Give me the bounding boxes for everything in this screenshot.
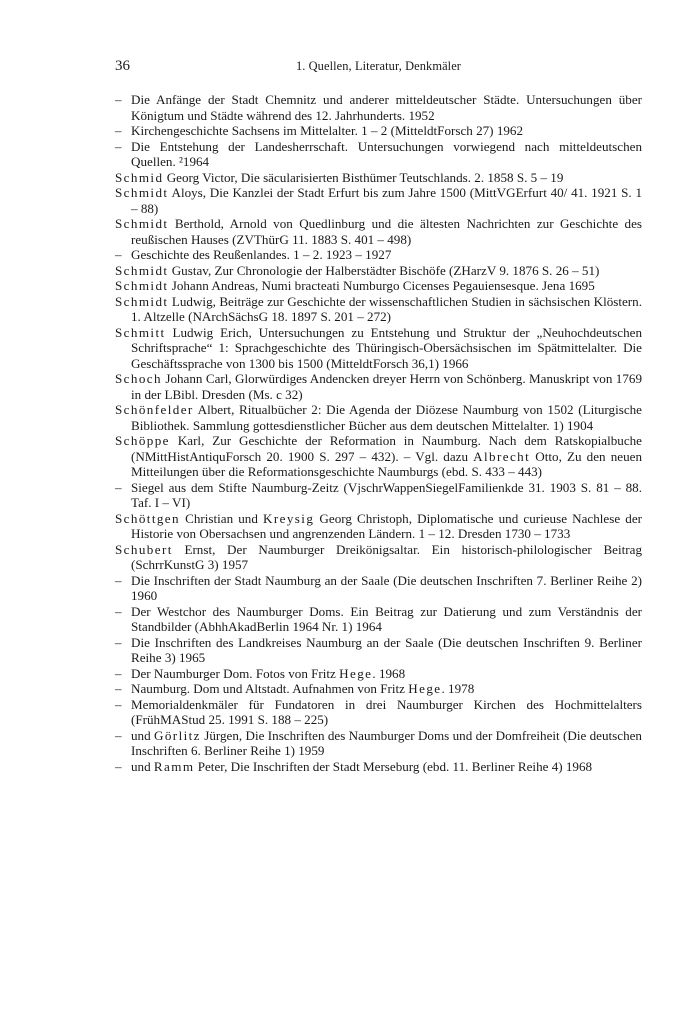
entry-text: Jürgen, Die Inschriften des Naumburger Doms und der Domfreiheit (Die deutschen Inschriften 6. Berliner Reihe 1) 1959 — [131, 727, 642, 758]
author-name: Schmidt — [115, 185, 169, 200]
bibliography-entry — [115, 433, 642, 480]
author-name: Schmidt — [115, 278, 169, 293]
bibliography-entry — [115, 170, 642, 186]
entry-text: Georg Christoph, Diplomatische und curieuse Nachlese der Historie von Obersachsen und angrenzenden Ländern. 1 – 12. Dresden 1730 – 1733 — [131, 510, 642, 541]
entry-text: und — [131, 727, 154, 743]
bibliography-subentry — [115, 697, 642, 728]
book-page — [115, 58, 642, 774]
entry-dash: – — [115, 123, 122, 138]
bibliography-subentry — [115, 247, 642, 263]
entry-text: . 1978 — [441, 681, 475, 696]
entry-text: Albert, Ritualbücher 2: Die Agenda der Diözese Naumburg von 1502 (Liturgische Bibliothek. Sammlung gottesdienstlicher Bücher aus dem deutschen Mittelalter. 1) 1904 — [131, 402, 642, 433]
bibliography-entry — [115, 294, 642, 325]
bibliography-entry — [115, 371, 642, 402]
entry-text: Ludwig, Beiträge zur Geschichte der wissenschaftlichen Studien in sächsischen Klöstern. 1. Altzelle (NArchSächsG 18. 1897 S. 201 – 272) — [131, 293, 642, 324]
bibliography-subentry — [115, 666, 642, 682]
entry-text: Johann Carl, Glorwürdiges Andencken dreyer Herrn von Schönberg. Manuskript von 1769 in der LBibl. Dresden (Ms. c 32) — [131, 371, 642, 402]
entry-text: Georg Victor, Die säcularisierten Bisthümer Teutschlands. 2. 1858 S. 5 – 19 — [163, 169, 564, 185]
author-name: Schöppe — [115, 433, 170, 448]
author-name: Schmidt — [115, 216, 169, 231]
entry-text: Kirchengeschichte Sachsens im Mittelalter. 1 – 2 (MitteldtForsch 27) 1962 — [131, 123, 524, 138]
entry-text: Ernst, Der Naumburger Dreikönigsaltar. Ein historisch-philologischer Beitrag (SchrrKunstG 3) 1957 — [131, 541, 642, 572]
entry-text: Siegel aus dem Stifte Naumburg-Zeitz (VjschrWappenSiegelFamilienkde 31. 1903 S. 81 – 88. Taf. I – VI) — [131, 479, 642, 510]
bibliography-entry — [115, 402, 642, 433]
entry-text: Memorialdenkmäler für Fundatoren in drei Naumburger Kirchen des Hochmittelalters (FrühMAStud 25. 1991 S. 188 – 225) — [131, 696, 642, 727]
bibliography-subentry — [115, 635, 642, 666]
entry-text: Die Entstehung der Landesherrschaft. Untersuchungen vorwiegend nach mitteldeutschen Quellen. ²1964 — [131, 138, 642, 169]
entry-dash: – — [115, 479, 122, 495]
entry-text: Karl, Zur Geschichte der Reformation in Naumburg. Nach dem Ratskopialbuche (NMittHistAntiquForsch 20. 1900 S. 297 – 432). – Vgl. dazu — [131, 433, 642, 464]
entry-dash: – — [115, 92, 122, 107]
bibliography-entry — [115, 185, 642, 216]
entry-dash: – — [115, 634, 122, 650]
entry-text: Otto, Zu den neuen Mitteilungen über die Reformationsgeschichte Naumburgs (ebd. S. 433 – 443) — [131, 448, 642, 479]
bibliography-subentry — [115, 139, 642, 170]
page-number: 36 — [115, 58, 130, 74]
bibliography-entry — [115, 278, 642, 294]
entry-dash: – — [115, 665, 122, 681]
author-name: Kreysig — [263, 510, 315, 526]
bibliography-list — [115, 92, 642, 774]
entry-text: . 1968 — [372, 665, 406, 681]
author-name: Ramm — [153, 758, 195, 774]
entry-text: Aloys, Die Kanzlei der Stadt Erfurt bis zum Jahre 1500 (MittVGErfurt 40/ 41. 1921 S. 1 – 88) — [131, 185, 642, 216]
bibliography-entry — [115, 263, 642, 279]
author-name: Schubert — [115, 541, 173, 557]
author-name: Hege — [339, 665, 373, 681]
bibliography-subentry — [115, 681, 642, 697]
author-name: Schmidt — [115, 293, 169, 309]
entry-text: Geschichte des Reußenlandes. 1 – 2. 1923 – 1927 — [131, 247, 392, 262]
entry-dash: – — [115, 727, 122, 743]
entry-dash: – — [115, 247, 122, 262]
bibliography-entry — [115, 325, 642, 372]
entry-dash: – — [115, 603, 122, 619]
author-name: Schmidt — [115, 262, 169, 278]
author-name: Görlitz — [154, 727, 201, 743]
entry-dash: – — [115, 138, 122, 154]
entry-text: Berthold, Arnold von Quedlinburg und die ältesten Nachrichten zur Geschichte des reußischen Hauses (ZVThürG 11. 1883 S. 401 – 498) — [131, 216, 642, 247]
entry-dash: – — [115, 572, 122, 588]
entry-text: Der Westchor des Naumburger Doms. Ein Beitrag zur Datierung und zum Verständnis der Standbilder (AbhhAkadBerlin 1964 Nr. 1) 1964 — [131, 603, 642, 634]
entry-text: Ludwig Erich, Untersuchungen zu Entstehung und Struktur der „Neuhochdeutschen Schriftsprache“ 1: Sprachgeschichte des Thüringisch-Obersächsischen im Spätmittelalter. Die Geschäftssprache von 1300 bis 1500 (MitteldtForsch 36,1) 1966 — [131, 324, 642, 371]
entry-text: Die Inschriften des Landkreises Naumburg an der Saale (Die deutschen Inschriften 9. Berliner Reihe 3) 1965 — [131, 634, 642, 665]
entry-text: Der Naumburger Dom. Fotos von Fritz — [131, 665, 340, 681]
bibliography-subentry — [115, 604, 642, 635]
bibliography-entry — [115, 511, 642, 542]
entry-text: Naumburg. Dom und Altstadt. Aufnahmen von Fritz — [131, 681, 409, 696]
entry-text: Gustav, Zur Chronologie der Halberstädter Bischöfe (ZHarzV 9. 1876 S. 26 – 51) — [168, 262, 600, 278]
author-name: Albrecht — [473, 448, 531, 464]
bibliography-subentry — [115, 480, 642, 511]
bibliography-subentry — [115, 728, 642, 759]
bibliography-subentry — [115, 573, 642, 604]
entry-text: und — [131, 758, 154, 774]
bibliography-subentry — [115, 92, 642, 123]
page-header — [115, 58, 642, 78]
entry-text: Die Inschriften der Stadt Naumburg an der Saale (Die deutschen Inschriften 7. Berliner Reihe 2) 1960 — [131, 572, 642, 603]
entry-dash: – — [115, 681, 122, 696]
bibliography-subentry — [115, 759, 642, 775]
author-name: Schönfelder — [115, 402, 194, 417]
entry-dash: – — [115, 696, 122, 712]
running-title: 1. Quellen, Literatur, Denkmäler — [295, 59, 462, 73]
entry-dash: – — [115, 758, 122, 774]
entry-text: Johann Andreas, Numi bracteati Numburgo Cicenses Pegauiensesque. Jena 1695 — [168, 278, 595, 293]
entry-text: Peter, Die Inschriften der Stadt Merseburg (ebd. 11. Berliner Reihe 4) 1968 — [194, 758, 593, 774]
author-name: Hege — [408, 681, 442, 696]
author-name: Schmitt — [115, 324, 166, 340]
author-name: Schoch — [115, 371, 162, 386]
author-name: Schöttgen — [115, 510, 180, 526]
bibliography-subentry — [115, 123, 642, 139]
author-name: Schmid — [115, 169, 164, 185]
bibliography-entry — [115, 216, 642, 247]
bibliography-entry — [115, 542, 642, 573]
entry-text: Christian und — [179, 510, 264, 526]
entry-text: Die Anfänge der Stadt Chemnitz und anderer mitteldeutscher Städte. Untersuchungen über Königtum und Städte während des 12. Jahrhunderts. 1952 — [131, 92, 642, 123]
